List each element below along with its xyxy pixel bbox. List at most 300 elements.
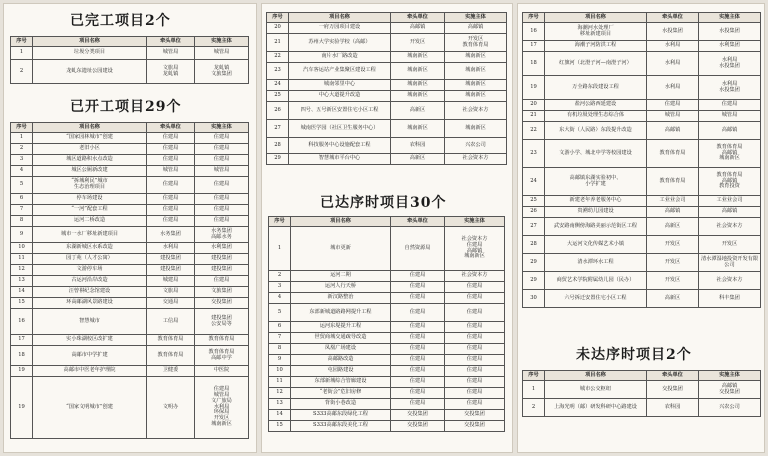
table-row bbox=[269, 293, 505, 304]
cell-no: 30 bbox=[523, 290, 545, 308]
cell-lead: 高邮镇 bbox=[391, 23, 445, 34]
cell-no: 22 bbox=[523, 122, 545, 140]
cell-exec: 高邮镇 bbox=[699, 207, 761, 218]
col-exec: 实施主体 bbox=[445, 217, 505, 227]
cell-lead: 农科园 bbox=[647, 399, 699, 417]
cell-name: 武安路南侧傍海路美丽示范街区工程 bbox=[545, 218, 647, 236]
cell-name: 城市一水厂移址新建项目 bbox=[33, 227, 147, 243]
col-name: 项目名称 bbox=[545, 13, 647, 23]
table-row bbox=[523, 168, 761, 196]
rows bbox=[523, 381, 761, 417]
cell-name: 实小珠湖校区改扩建 bbox=[33, 335, 147, 346]
table-row bbox=[11, 287, 249, 298]
cell-lead: 城管局 bbox=[647, 111, 699, 122]
cell-lead: 城南新区 bbox=[391, 63, 445, 80]
cell-exec: 社会资本方 住建局 高邮镇 城南新区 bbox=[445, 227, 505, 271]
cell-exec: 住建局 bbox=[445, 388, 505, 399]
cell-no: 18 bbox=[523, 52, 545, 76]
cell-exec: 高邮镇 交投集团 bbox=[699, 381, 761, 399]
cell-exec: 住建局 bbox=[195, 276, 249, 287]
cell-name: 运河人行天桥 bbox=[291, 282, 391, 293]
cell-exec: 兴农公司 bbox=[445, 138, 507, 154]
table-row bbox=[269, 227, 505, 271]
cell-no: 10 bbox=[11, 243, 33, 254]
table-row bbox=[523, 41, 761, 52]
table-started bbox=[10, 122, 249, 439]
table-row bbox=[523, 381, 761, 399]
cell-no: 28 bbox=[523, 236, 545, 254]
col-no: 序号 bbox=[523, 371, 545, 381]
col-exec: 实施主体 bbox=[195, 123, 249, 133]
cell-lead: 水利局 bbox=[647, 76, 699, 100]
table-row bbox=[523, 76, 761, 100]
heading-on-schedule: 已达序时项目30个 bbox=[320, 195, 447, 211]
cell-no: 17 bbox=[11, 335, 33, 346]
cell-lead: 城管局 bbox=[147, 47, 195, 60]
cell-lead: 交投集团 bbox=[647, 381, 699, 399]
table-row bbox=[267, 154, 507, 165]
cell-lead: 住建局 bbox=[391, 293, 445, 304]
cell-lead: 住建局 bbox=[147, 177, 195, 194]
cell-no: 27 bbox=[523, 218, 545, 236]
cell-lead: 住建局 bbox=[391, 271, 445, 282]
cell-name: 汪曾祺纪念馆建设 bbox=[33, 287, 147, 298]
cell-name: 商贸艺术学院附属幼儿园（民办） bbox=[545, 272, 647, 290]
cell-exec: 水投集团 bbox=[699, 23, 761, 41]
cell-lead: 工业业会司 bbox=[647, 196, 699, 207]
cell-exec: 水务集团 高邮水务 bbox=[195, 227, 249, 243]
table-row bbox=[267, 91, 507, 102]
cell-name: 城区公厕新改建 bbox=[33, 166, 147, 177]
cell-exec: 住建局 bbox=[195, 194, 249, 205]
cell-no: 19 bbox=[523, 76, 545, 100]
cell-exec: 城管局 bbox=[699, 111, 761, 122]
cell-no: 12 bbox=[11, 265, 33, 276]
cell-name: 老旧小区 bbox=[33, 144, 147, 155]
cell-name: 龙虬东遗址公园建设 bbox=[33, 60, 147, 84]
cell-no: 21 bbox=[267, 34, 289, 52]
table-row bbox=[523, 122, 761, 140]
cell-no: 1 bbox=[269, 227, 291, 271]
table-row bbox=[11, 216, 249, 227]
table-row bbox=[11, 47, 249, 60]
cell-lead: 开发区 bbox=[391, 34, 445, 52]
table-row bbox=[11, 133, 249, 144]
rows bbox=[523, 23, 761, 308]
col-no: 序号 bbox=[11, 37, 33, 47]
table-row bbox=[269, 282, 505, 293]
table-row bbox=[523, 196, 761, 207]
cell-no: 1 bbox=[11, 133, 33, 144]
cell-no: 7 bbox=[269, 333, 291, 344]
table-row bbox=[523, 272, 761, 290]
cell-exec: 建投集团 公安局等 bbox=[195, 309, 249, 335]
cell-lead: 住建局 bbox=[391, 304, 445, 322]
table-row bbox=[523, 254, 761, 272]
cell-name: 高邮路改造 bbox=[291, 355, 391, 366]
table-mid bbox=[266, 12, 507, 165]
cell-name: 垃圾分类项目 bbox=[33, 47, 147, 60]
cell-exec: 住建局 bbox=[445, 399, 505, 410]
cell-no: 25 bbox=[523, 196, 545, 207]
table-row bbox=[11, 144, 249, 155]
cell-no: 25 bbox=[267, 91, 289, 102]
cell-no: 26 bbox=[267, 102, 289, 120]
cell-exec: 教育体育局 高邮中学 bbox=[195, 346, 249, 366]
cell-exec: 社会资本方 bbox=[445, 154, 507, 165]
cell-name: 科技服务中心设施配套工程 bbox=[289, 138, 391, 154]
cell-name: 城南邻里中心 bbox=[289, 80, 391, 91]
cell-lead: 住建局 bbox=[147, 155, 195, 166]
cell-name: 一府万园项目建设 bbox=[289, 23, 391, 34]
cell-no: 16 bbox=[523, 23, 545, 41]
cell-lead: 建投集团 bbox=[147, 265, 195, 276]
table-row bbox=[11, 298, 249, 309]
cell-no: 24 bbox=[267, 80, 289, 91]
table-row bbox=[11, 265, 249, 276]
cell-exec: 教育体育局 bbox=[195, 335, 249, 346]
table-row bbox=[11, 377, 249, 439]
table-row bbox=[267, 63, 507, 80]
cell-lead: 住建局 bbox=[147, 133, 195, 144]
cell-no: 4 bbox=[11, 166, 33, 177]
col-lead: 牵头单位 bbox=[147, 37, 195, 47]
col-exec: 实施主体 bbox=[195, 37, 249, 47]
table-row bbox=[11, 227, 249, 243]
table-completed bbox=[10, 36, 249, 84]
cell-lead: 高新区 bbox=[391, 102, 445, 120]
cell-exec: 龙虬镇 文旅集团 bbox=[195, 60, 249, 84]
cell-exec: 建投集团 bbox=[195, 265, 249, 276]
cell-no: 8 bbox=[11, 216, 33, 227]
heading-started: 已开工项目29个 bbox=[70, 99, 182, 115]
cell-name: 城市公交枢纽 bbox=[545, 381, 647, 399]
cell-name: 东部新城综合管廊建设 bbox=[291, 377, 391, 388]
table-row bbox=[267, 80, 507, 91]
col-name: 项目名称 bbox=[545, 371, 647, 381]
cell-no: 23 bbox=[523, 140, 545, 168]
table-row bbox=[523, 100, 761, 111]
table-row bbox=[267, 102, 507, 120]
cell-no: 20 bbox=[267, 23, 289, 34]
col-name: 项目名称 bbox=[289, 13, 391, 23]
cell-lead: 水务集团 bbox=[147, 227, 195, 243]
cell-no: 2 bbox=[11, 60, 33, 84]
cell-lead: 建投集团 bbox=[147, 254, 195, 265]
cell-no: 10 bbox=[269, 366, 291, 377]
cell-lead: 交投集团 bbox=[391, 410, 445, 421]
table-on-schedule bbox=[268, 216, 505, 432]
cell-no: 24 bbox=[523, 168, 545, 196]
cell-exec: 住建局 城管局 文广旅局 水利局 环保局 开发区 城南新区 bbox=[195, 377, 249, 439]
table-row bbox=[269, 377, 505, 388]
cell-name: 新汉路整治 bbox=[291, 293, 391, 304]
cell-name: 运河二期 bbox=[291, 271, 391, 282]
table-row bbox=[269, 344, 505, 355]
table-row bbox=[11, 243, 249, 254]
cell-exec: 工业业会司 bbox=[699, 196, 761, 207]
cell-name: 城区道路积水点改造 bbox=[33, 155, 147, 166]
cell-lead: 高新区 bbox=[391, 154, 445, 165]
table-row bbox=[523, 290, 761, 308]
cell-lead: 住建局 bbox=[391, 399, 445, 410]
cell-no: 2 bbox=[11, 144, 33, 155]
cell-lead: 农科园 bbox=[391, 138, 445, 154]
table-row bbox=[267, 52, 507, 63]
cell-lead: 城南新区 bbox=[391, 80, 445, 91]
table-row bbox=[11, 335, 249, 346]
rows bbox=[11, 133, 249, 439]
cell-name: “一河”配套工程 bbox=[33, 205, 147, 216]
cell-exec: 交投集团 bbox=[195, 298, 249, 309]
cell-name: 世贸商城交通疏导改造 bbox=[291, 333, 391, 344]
cell-name: “老街会”危旧房修 bbox=[291, 388, 391, 399]
cell-lead: 住建局 bbox=[147, 216, 195, 227]
col-lead: 牵头单位 bbox=[647, 371, 699, 381]
cell-exec: 社会资本方 bbox=[445, 271, 505, 282]
rows bbox=[269, 227, 505, 432]
cell-lead: 城管局 bbox=[147, 166, 195, 177]
table-row bbox=[11, 177, 249, 194]
cell-lead: 文旅局 bbox=[147, 287, 195, 298]
cell-no: 1 bbox=[11, 47, 33, 60]
cell-name: 环高邮湖风景路建设 bbox=[33, 298, 147, 309]
cell-name: 高邮市中学扩建 bbox=[33, 346, 147, 366]
cell-lead: 教育体育局 bbox=[647, 140, 699, 168]
cell-exec: 开发区 教育体育局 bbox=[445, 34, 507, 52]
cell-name: 智慧城市 bbox=[33, 309, 147, 335]
cell-no: 3 bbox=[11, 155, 33, 166]
col-lead: 牵头单位 bbox=[391, 13, 445, 23]
cell-exec: 交投集团 bbox=[445, 421, 505, 432]
cell-no: 2 bbox=[269, 271, 291, 282]
cell-no: 29 bbox=[523, 272, 545, 290]
cell-lead: 教育体育局 bbox=[647, 168, 699, 196]
cell-exec: 开发区 bbox=[699, 236, 761, 254]
cell-no: 14 bbox=[11, 287, 33, 298]
cell-name: 高邮镇东湖实验初中、 小学扩建 bbox=[545, 168, 647, 196]
table-row bbox=[523, 236, 761, 254]
cell-exec: 城管局 bbox=[195, 47, 249, 60]
table-header bbox=[523, 13, 761, 23]
cell-exec: 城管局 bbox=[195, 166, 249, 177]
cell-name: 万全路东段建设工程 bbox=[545, 76, 647, 100]
cell-lead: 高新区 bbox=[647, 218, 699, 236]
cell-lead: 住建局 bbox=[391, 355, 445, 366]
cell-exec: 城南新区 bbox=[445, 63, 507, 80]
cell-lead: 高邮镇 bbox=[647, 122, 699, 140]
cell-name: 海潮子河防洪工程 bbox=[545, 41, 647, 52]
cell-exec: 社会资本方 bbox=[699, 218, 761, 236]
cell-name: 文游小学、城北中学等校园建设 bbox=[545, 140, 647, 168]
cell-exec: 清水潭湿地投资开发有限公司 bbox=[699, 254, 761, 272]
cell-lead: 水利局 bbox=[647, 41, 699, 52]
cell-exec: 中医院 bbox=[195, 366, 249, 377]
cell-exec: 住建局 bbox=[195, 155, 249, 166]
table-row bbox=[269, 333, 505, 344]
cell-no: 15 bbox=[11, 298, 33, 309]
cell-lead: 交投集团 bbox=[391, 421, 445, 432]
cell-no: 12 bbox=[269, 388, 291, 399]
cell-exec: 教育体育局 高邮镇 城南新区 bbox=[699, 140, 761, 168]
cell-name: 新建老年养老服务中心 bbox=[545, 196, 647, 207]
table-row bbox=[11, 166, 249, 177]
cell-exec: 住建局 bbox=[445, 304, 505, 322]
cell-no: 26 bbox=[523, 207, 545, 218]
cell-name: 停车场建设 bbox=[33, 194, 147, 205]
col-exec: 实施主体 bbox=[445, 13, 507, 23]
cell-no: 1 bbox=[523, 381, 545, 399]
col-name: 项目名称 bbox=[33, 37, 147, 47]
cell-name: 海潮河水处理厂 移址新建项目 bbox=[545, 23, 647, 41]
cell-lead: 交通局 bbox=[147, 298, 195, 309]
table-behind bbox=[522, 370, 761, 417]
cell-lead: 文明办 bbox=[147, 377, 195, 439]
table-row bbox=[523, 218, 761, 236]
cell-no: 20 bbox=[523, 100, 545, 111]
heading-behind: 未达序时项目2个 bbox=[576, 347, 692, 363]
table-row bbox=[269, 421, 505, 432]
cell-exec: 城南新区 bbox=[445, 52, 507, 63]
table-header bbox=[11, 37, 249, 47]
table-header bbox=[523, 371, 761, 381]
cell-name: 东湖新城区水系改造 bbox=[33, 243, 147, 254]
cell-no: 5 bbox=[269, 304, 291, 322]
cell-no: 27 bbox=[267, 120, 289, 138]
middle-panel bbox=[262, 4, 512, 452]
cell-name: 上海光明（邮）研发科研中心路建设 bbox=[545, 399, 647, 417]
cell-no: 4 bbox=[269, 293, 291, 304]
cell-lead: 开发区 bbox=[647, 254, 699, 272]
cell-no: 11 bbox=[269, 377, 291, 388]
col-lead: 牵头单位 bbox=[391, 217, 445, 227]
table-row bbox=[267, 23, 507, 34]
table-row bbox=[269, 388, 505, 399]
table-header bbox=[269, 217, 505, 227]
cell-name: 红旗河（北澄子河—南澄子河） bbox=[545, 52, 647, 76]
cell-lead: 教育体育局 bbox=[147, 346, 195, 366]
table-row bbox=[523, 111, 761, 122]
rows bbox=[267, 23, 507, 165]
cell-exec: 科丰集团 bbox=[699, 290, 761, 308]
cell-no: 17 bbox=[523, 41, 545, 52]
cell-exec: 兴农公司 bbox=[699, 399, 761, 417]
cell-exec: 住建局 bbox=[445, 282, 505, 293]
cell-lead: 城南新区 bbox=[391, 120, 445, 138]
cell-name: 有机垃圾处理生态综合体 bbox=[545, 111, 647, 122]
cell-lead: 住建局 bbox=[391, 366, 445, 377]
table-row bbox=[523, 23, 761, 41]
table-row bbox=[11, 254, 249, 265]
cell-name: 文游停车场 bbox=[33, 265, 147, 276]
cell-lead: 开发区 bbox=[647, 272, 699, 290]
cell-no: 6 bbox=[269, 322, 291, 333]
cell-lead: 住建局 bbox=[391, 333, 445, 344]
table-row bbox=[523, 399, 761, 417]
col-no: 序号 bbox=[269, 217, 291, 227]
cell-lead: 城南新区 bbox=[391, 91, 445, 102]
cell-name: 东部新城道路路网提升工程 bbox=[291, 304, 391, 322]
cell-name: 智慧城市平台中心 bbox=[289, 154, 391, 165]
cell-no: 15 bbox=[269, 421, 291, 432]
table-row bbox=[269, 322, 505, 333]
table-row bbox=[11, 309, 249, 335]
cell-exec: 住建局 bbox=[445, 366, 505, 377]
cell-name: 古运河沿岸改造 bbox=[33, 276, 147, 287]
cell-lead: 城南新区 bbox=[391, 52, 445, 63]
col-exec: 实施主体 bbox=[699, 371, 761, 381]
cell-lead: 住建局 bbox=[147, 205, 195, 216]
cell-name: 大运河文化传媒艺术小镇 bbox=[545, 236, 647, 254]
cell-lead: 住建局 bbox=[391, 322, 445, 333]
cell-no: 9 bbox=[269, 355, 291, 366]
cell-name: 运河二桥改造 bbox=[33, 216, 147, 227]
cell-name: 四号、五号新区安置住宅小区工程 bbox=[289, 102, 391, 120]
cell-exec: 教育体育局 高邮镇 教育投资 bbox=[699, 168, 761, 196]
cell-name: 凤凰广场建设 bbox=[291, 344, 391, 355]
table-row bbox=[269, 271, 505, 282]
cell-lead: 自然资源局 bbox=[391, 227, 445, 271]
cell-no: 11 bbox=[11, 254, 33, 265]
table-row bbox=[269, 366, 505, 377]
cell-name: 园丁苑（人才公寓） bbox=[33, 254, 147, 265]
cell-lead: 高邮镇 bbox=[647, 207, 699, 218]
cell-lead: 开发区 bbox=[647, 236, 699, 254]
cell-no: 29 bbox=[523, 254, 545, 272]
cell-lead: 住建局 bbox=[391, 377, 445, 388]
cell-name: 苏州大学实验学校（高邮） bbox=[289, 34, 391, 52]
cell-exec: 住建局 bbox=[445, 322, 505, 333]
table-row bbox=[11, 194, 249, 205]
cell-name: 屯园路建设 bbox=[291, 366, 391, 377]
cell-name: 贵溯幼儿园建设 bbox=[545, 207, 647, 218]
cell-exec: 交投集团 bbox=[445, 410, 505, 421]
table-row bbox=[269, 399, 505, 410]
cell-exec: 水利局 水投集团 bbox=[699, 76, 761, 100]
cell-name: 南片水厂路改造 bbox=[289, 52, 391, 63]
table-row bbox=[269, 410, 505, 421]
table-row bbox=[523, 52, 761, 76]
cell-exec: 住建局 bbox=[195, 216, 249, 227]
cell-lead: 卫健委 bbox=[147, 366, 195, 377]
table-row bbox=[11, 346, 249, 366]
cell-lead: 住建局 bbox=[391, 388, 445, 399]
cell-lead: 工信局 bbox=[147, 309, 195, 335]
cell-name: S333高邮东段绿化工程 bbox=[291, 410, 391, 421]
cell-no: 13 bbox=[11, 276, 33, 287]
table-row bbox=[11, 366, 249, 377]
col-no: 序号 bbox=[523, 13, 545, 23]
table-row bbox=[269, 355, 505, 366]
cell-name: 中心大道提升改造 bbox=[289, 91, 391, 102]
table-header bbox=[267, 13, 507, 23]
table-row bbox=[11, 60, 249, 84]
col-no: 序号 bbox=[11, 123, 33, 133]
cell-name: 高邮市中医老年护理院 bbox=[33, 366, 147, 377]
cell-exec: 水利集团 bbox=[699, 41, 761, 52]
cell-exec: 社会资本方 bbox=[445, 102, 507, 120]
table-row bbox=[267, 34, 507, 52]
cell-no: 2 bbox=[523, 399, 545, 417]
cell-lead: 住建局 bbox=[391, 344, 445, 355]
cell-no: 23 bbox=[267, 63, 289, 80]
cell-name: 城南医学园（社区卫生服务中心） bbox=[289, 120, 391, 138]
cell-name: 汽车客运站产业集聚区建设工程 bbox=[289, 63, 391, 80]
cell-no: 13 bbox=[269, 399, 291, 410]
col-exec: 实施主体 bbox=[699, 13, 761, 23]
cell-exec: 住建局 bbox=[195, 205, 249, 216]
cell-lead: 住建局 bbox=[647, 100, 699, 111]
